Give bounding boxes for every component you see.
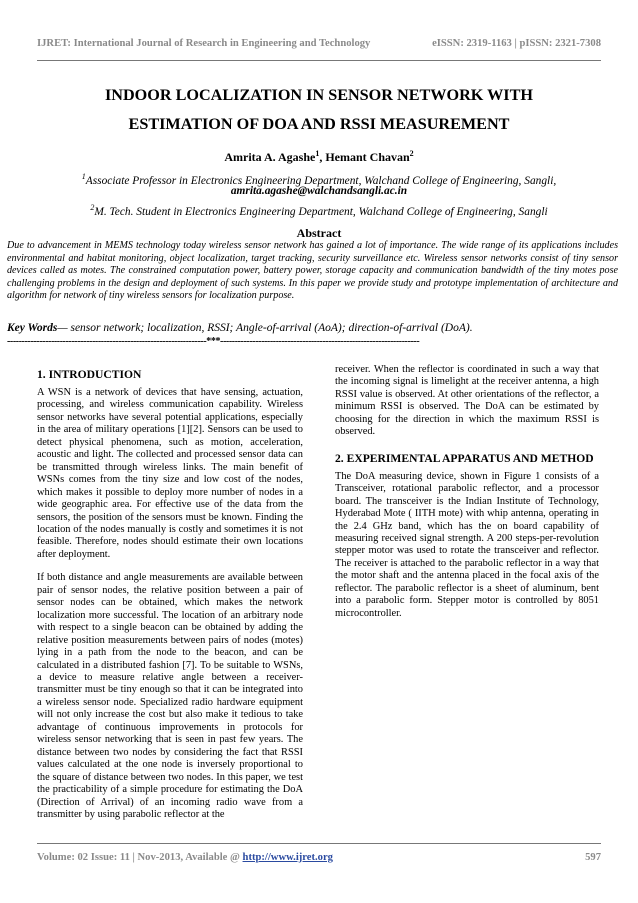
affiliation-1-sup: 1 [81, 172, 86, 181]
abstract-text: Due to advancement in MEMS technology today wireless sensor network has gained a lot of importance. The wide range of its applications includes environmental and habitat monitoring, object localization, target tracking, security surveillance etc. Wireless sensor networks consist of tiny sensor devices called as motes. The constrained computation power, battery power, storage capacity and communication bandwidth of the tiny motes pose challenging problems in the design and deployment of such systems. In this paper we provide study and prototype implementation of architecture and algorithm for network of tiny wireless sensors for localization purpose. [7, 240, 618, 302]
section-1-paragraph-1: A WSN is a network of devices that have sensing, actuation, processing, and wireless communication capability. Wireless sensor networks have several potential applications, especially in the area of military operations [1][2]. Sensors can be used to detect physical phenomena, such as motion, acceleration, acoustic and light. The collected and processed sensor data can be transmitted through wireless links. The main benefit of WSNs comes from the tiny size and low cost of the nodes, which makes it possible to deploy more number of nodes in a wide geographic area. For effective use of the data from the sensors, the position of the sensors must be known. Finding the location of the nodes manually is costly and sometimes it is not feasible. Therefore, nodes should estimate their own locations after deployment. [37, 387, 303, 560]
paper-title [37, 81, 601, 139]
affiliation-1-text: Associate Professor in Electronics Engineering Department, Walchand College of Engineering, Sangli, [85, 174, 557, 187]
section-1-heading: 1. INTRODUCTION [37, 368, 142, 381]
section-2-paragraph-1: The DoA measuring device, shown in Figure 1 consists of a Transceiver, rotational parabolic reflector, and a processor board. The transceiver is the Indian Institute of Technology, Hyderabad Mote ( IITH mote) with whip antenna, operating in the 2.4 GHz band, which has the on board capability of measuring received signal strength. A 200 steps-per-revolution stepper motor was used to rotate the transceiver and reflector. The receiver is attached to the parabolic reflector in a way that the motor shaft and the antenna placed in the focal axis of the reflector. The parabolic reflector is a sheet of aluminum, bent into a parabolic form. Stepper motor is controlled by 8051 microcontroller. [335, 470, 599, 619]
affiliation-2 [37, 201, 601, 219]
running-footer [37, 852, 601, 868]
footer-rule [37, 843, 601, 844]
author-email[interactable]: amrita.agashe@walchandsangli.ac.in [230, 185, 408, 197]
author-2: Hemant Chavan [325, 150, 410, 164]
author-list [37, 149, 601, 165]
footer-volume-info [37, 852, 333, 863]
section-1-paragraph-2: If both distance and angle measurements are available between pair of sensor nodes, the relative position between a pair of sensor nodes can be obtained, which makes the network localization more successful. The location of an arbitrary node with respect to a single beacon can be obtained by adding the relative position measurements between pairs of nodes (motes) lying in a path from the node to the beacon, and can be calculated in a distributed fashion [7]. To be suitable to WSNs, a device to measure relative angle between a receiver-transmitter must be tiny enough so that it can be integrated into a wireless sensor node. Specialized radio hardware equipment will not only increase the cost but also make it tedious to take advantage of continuous improvements in protocols for wireless sensor networking that is seen in past few years. The distance between two nodes by considering the fact that RSSI values calculated at the one node is inversely proportional to the square of distance between two nodes. In this paper, we test the practicability of a simple procedure for estimating the DoA (Direction of Arrival) of an incoming radio wave from a transmitter by using parabolic reflector at the [37, 572, 303, 820]
title-line-2: ESTIMATION OF DOA AND RSSI MEASUREMENT [128, 115, 510, 133]
right-column [335, 364, 599, 631]
journal-name: IJRET: International Journal of Research in Engineering and Technology [37, 38, 371, 49]
section-divider: --------------------------------------------------------------------***-------------------------------------------------------------------- [7, 336, 420, 347]
keywords-label: Key Words [7, 322, 58, 334]
affiliation-2-sup: 2 [90, 203, 95, 212]
affiliation-2-text: M. Tech. Student in Electronics Engineering Department, Walchand College of Engineering, Sangli [94, 205, 548, 218]
keywords [7, 322, 618, 334]
author-1-sup: 1 [315, 149, 320, 158]
abstract-heading: Abstract [296, 226, 342, 240]
running-header [37, 38, 601, 54]
keywords-text: — sensor network; localization, RSSI; Angle-of-arrival (AoA); direction-of-arrival (DoA). [57, 322, 473, 334]
left-column [37, 366, 303, 832]
journal-link[interactable]: http://www.ijret.org [242, 852, 333, 863]
author-1: Amrita A. Agashe [224, 150, 316, 164]
page-number: 597 [585, 852, 601, 863]
issn-info: eISSN: 2319-1163 | pISSN: 2321-7308 [432, 38, 601, 49]
title-line-1: INDOOR LOCALIZATION IN SENSOR NETWORK WITH [104, 86, 533, 104]
footer-prefix: Volume: 02 Issue: 11 | Nov-2013, Available @ [37, 852, 243, 863]
author-2-sup: 2 [409, 149, 414, 158]
section-2-heading: 2. EXPERIMENTAL APPARATUS AND METHOD [335, 451, 594, 465]
header-rule [37, 60, 601, 61]
section-1-paragraph-continued: receiver. When the reflector is coordinated in such a way that the incoming signal is limelight at the receiver antenna, a high RSSI value is observed. At other orientations of the reflector, a minimum RSSI is observed. The DoA can be estimated by choosing for the direction in which the maximum RSSI is observed. [335, 364, 599, 438]
author-separator: , [319, 150, 326, 164]
